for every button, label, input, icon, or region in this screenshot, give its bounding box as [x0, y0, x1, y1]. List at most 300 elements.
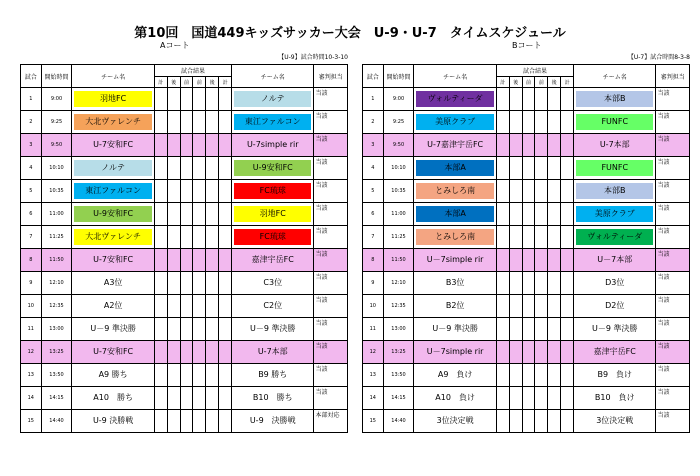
away-team-cell	[232, 111, 314, 134]
away-team-cell	[574, 364, 656, 387]
match-no: 13	[21, 364, 42, 387]
match-no: 7	[363, 226, 384, 249]
score-cell	[167, 180, 180, 203]
score-cell	[167, 272, 180, 295]
score-cell	[561, 134, 574, 157]
score-cell	[561, 318, 574, 341]
referee: 当該	[656, 203, 690, 226]
start-time: 10:35	[383, 180, 414, 203]
match-no: 11	[21, 318, 42, 341]
score-cell	[509, 364, 522, 387]
score-cell	[496, 364, 509, 387]
score-cell	[193, 387, 206, 410]
score-cell	[206, 318, 219, 341]
start-time: 13:25	[41, 341, 72, 364]
away-team-cell	[232, 364, 314, 387]
away-team-cell	[574, 157, 656, 180]
start-time: 13:00	[383, 318, 414, 341]
score-cell	[496, 180, 509, 203]
away-team-cell	[574, 410, 656, 433]
start-time: 14:15	[383, 387, 414, 410]
score-cell	[219, 364, 232, 387]
match-row	[363, 111, 690, 134]
away-team: FC琉球	[234, 183, 311, 199]
away-team: 東江ファルコン	[234, 114, 311, 130]
match-row	[21, 180, 348, 203]
score-cell	[193, 226, 206, 249]
home-team-cell	[414, 226, 496, 249]
match-row	[21, 203, 348, 226]
start-time: 11:50	[41, 249, 72, 272]
score-cell	[548, 203, 561, 226]
score-cell	[193, 341, 206, 364]
header-start-time: 開始時間	[41, 65, 72, 88]
court-b-label: Bコート	[512, 41, 542, 50]
home-team: U－9 準決勝	[432, 324, 478, 333]
match-no: 10	[363, 295, 384, 318]
away-team: U-7本部	[599, 140, 630, 149]
score-cell	[154, 157, 167, 180]
score-cell	[561, 226, 574, 249]
header-score-5: 計	[219, 77, 232, 88]
score-cell	[535, 387, 548, 410]
home-team-cell	[72, 203, 154, 226]
home-team-cell	[414, 341, 496, 364]
header-score-0: 計	[496, 77, 509, 88]
home-team: U－7simple rir	[426, 347, 484, 356]
match-no: 1	[21, 88, 42, 111]
header-score-4: 後	[206, 77, 219, 88]
score-cell	[548, 272, 561, 295]
home-team: 東江ファルコン	[74, 183, 151, 199]
home-team: U－9 準決勝	[90, 324, 136, 333]
home-team: A9 負け	[437, 370, 473, 379]
start-time: 9:50	[41, 134, 72, 157]
match-row	[363, 226, 690, 249]
home-team: 大北ヴァレンチ	[74, 114, 151, 130]
away-team-cell	[232, 387, 314, 410]
score-cell	[154, 272, 167, 295]
score-cell	[522, 111, 535, 134]
start-time: 12:10	[383, 272, 414, 295]
score-cell	[193, 249, 206, 272]
score-cell	[509, 410, 522, 433]
score-cell	[180, 387, 193, 410]
match-row	[363, 88, 690, 111]
away-team-cell	[574, 88, 656, 111]
referee: 当該	[656, 318, 690, 341]
home-team-cell	[72, 180, 154, 203]
score-cell	[219, 410, 232, 433]
referee: 当該	[314, 88, 348, 111]
header-score-5: 計	[561, 77, 574, 88]
match-row	[363, 272, 690, 295]
home-team: U－7simple rir	[426, 255, 484, 264]
score-cell	[548, 226, 561, 249]
score-cell	[219, 88, 232, 111]
score-cell	[548, 111, 561, 134]
score-cell	[548, 318, 561, 341]
match-row	[21, 249, 348, 272]
home-team: とみしろ南	[416, 229, 493, 245]
match-row	[21, 272, 348, 295]
away-team: C3位	[263, 278, 283, 287]
home-team-cell	[72, 295, 154, 318]
score-cell	[535, 318, 548, 341]
score-cell	[496, 134, 509, 157]
header-score-1: 後	[509, 77, 522, 88]
header-score-1: 後	[167, 77, 180, 88]
score-cell	[496, 295, 509, 318]
score-cell	[193, 88, 206, 111]
score-cell	[193, 410, 206, 433]
referee: 当該	[656, 387, 690, 410]
score-cell	[206, 111, 219, 134]
start-time: 12:10	[41, 272, 72, 295]
score-cell	[193, 272, 206, 295]
score-cell	[154, 341, 167, 364]
header-score-3: 前	[193, 77, 206, 88]
away-team: 本部B	[576, 91, 653, 107]
away-team: FUNFC	[576, 114, 653, 130]
home-team: U-7安和FC	[93, 347, 134, 356]
away-team-cell	[574, 226, 656, 249]
match-row	[21, 88, 348, 111]
referee: 当該	[314, 180, 348, 203]
match-no: 2	[363, 111, 384, 134]
home-team: 3位決定戦	[436, 416, 474, 425]
match-row	[363, 341, 690, 364]
home-team-cell	[414, 88, 496, 111]
home-team-cell	[414, 203, 496, 226]
referee: 本部対応	[314, 410, 348, 433]
score-cell	[548, 364, 561, 387]
home-team-cell	[72, 410, 154, 433]
score-cell	[496, 341, 509, 364]
start-time: 11:25	[41, 226, 72, 249]
score-cell	[219, 341, 232, 364]
match-no: 6	[21, 203, 42, 226]
header-row	[363, 65, 690, 77]
home-team: A9 勝ち	[98, 370, 128, 379]
home-team: U-9安和FC	[74, 206, 151, 222]
score-cell	[548, 180, 561, 203]
score-cell	[496, 318, 509, 341]
header-referee: 審判担当	[314, 65, 348, 88]
home-team: ヴォルティーダ	[416, 91, 493, 107]
home-team: B3位	[445, 278, 465, 287]
start-time: 14:40	[383, 410, 414, 433]
header-team-home: チーム名	[72, 65, 154, 88]
referee: 当該	[656, 295, 690, 318]
start-time: 14:40	[41, 410, 72, 433]
score-cell	[535, 226, 548, 249]
score-cell	[535, 88, 548, 111]
home-team: A10 勝ち	[93, 393, 133, 402]
match-row	[21, 387, 348, 410]
court-a-label: Aコート	[160, 41, 190, 50]
start-time: 13:00	[41, 318, 72, 341]
score-cell	[522, 249, 535, 272]
score-cell	[167, 410, 180, 433]
match-row	[21, 364, 348, 387]
score-cell	[219, 272, 232, 295]
away-team-cell	[574, 134, 656, 157]
start-time: 9:25	[383, 111, 414, 134]
away-team: B10 勝ち	[252, 393, 293, 402]
away-team: U-9安和FC	[234, 160, 311, 176]
start-time: 14:15	[41, 387, 72, 410]
home-team-cell	[72, 134, 154, 157]
score-cell	[561, 180, 574, 203]
start-time: 11:00	[383, 203, 414, 226]
court-b-schedule-table	[362, 64, 690, 433]
referee: 当該	[656, 111, 690, 134]
match-no: 5	[363, 180, 384, 203]
score-cell	[193, 364, 206, 387]
match-no: 8	[21, 249, 42, 272]
score-cell	[522, 226, 535, 249]
match-no: 4	[21, 157, 42, 180]
score-cell	[522, 364, 535, 387]
score-cell	[167, 341, 180, 364]
header-score-2: 前	[522, 77, 535, 88]
score-cell	[561, 249, 574, 272]
score-cell	[561, 88, 574, 111]
away-team: FC琉球	[234, 229, 311, 245]
score-cell	[522, 341, 535, 364]
away-team: 本部B	[576, 183, 653, 199]
score-cell	[561, 341, 574, 364]
score-cell	[180, 226, 193, 249]
score-cell	[548, 88, 561, 111]
away-team-cell	[574, 318, 656, 341]
score-cell	[154, 88, 167, 111]
match-no: 2	[21, 111, 42, 134]
score-cell	[509, 341, 522, 364]
header-match-no: 試合	[21, 65, 42, 88]
score-cell	[509, 387, 522, 410]
start-time: 11:00	[41, 203, 72, 226]
away-team-cell	[232, 203, 314, 226]
score-cell	[167, 88, 180, 111]
score-cell	[167, 203, 180, 226]
home-team-cell	[72, 272, 154, 295]
match-row	[21, 295, 348, 318]
away-team: ヴォルティーダ	[576, 229, 653, 245]
match-no: 15	[21, 410, 42, 433]
start-time: 10:35	[41, 180, 72, 203]
score-cell	[219, 295, 232, 318]
home-team: A10 負け	[435, 393, 475, 402]
score-cell	[167, 157, 180, 180]
score-cell	[509, 295, 522, 318]
score-cell	[509, 272, 522, 295]
score-cell	[522, 203, 535, 226]
match-no: 3	[21, 134, 42, 157]
score-cell	[206, 272, 219, 295]
away-team: C2位	[263, 301, 283, 310]
away-team: U-9 決勝戦	[249, 416, 296, 425]
referee: 当該	[314, 341, 348, 364]
score-cell	[548, 410, 561, 433]
score-cell	[180, 364, 193, 387]
score-cell	[180, 249, 193, 272]
score-cell	[522, 272, 535, 295]
score-cell	[193, 180, 206, 203]
match-row	[21, 111, 348, 134]
score-cell	[206, 410, 219, 433]
home-team-cell	[72, 249, 154, 272]
match-row	[363, 318, 690, 341]
referee: 当該	[314, 272, 348, 295]
match-no: 7	[21, 226, 42, 249]
court-a-schedule-table	[20, 64, 348, 433]
score-cell	[206, 387, 219, 410]
score-cell	[219, 111, 232, 134]
header-score-0: 計	[154, 77, 167, 88]
header-result: 試合結果	[496, 65, 573, 77]
home-team: ノルテ	[74, 160, 151, 176]
match-row	[363, 295, 690, 318]
header-start-time: 開始時間	[383, 65, 414, 88]
away-team: FUNFC	[576, 160, 653, 176]
score-cell	[535, 203, 548, 226]
match-row	[21, 134, 348, 157]
home-team-cell	[414, 157, 496, 180]
score-cell	[206, 88, 219, 111]
score-cell	[180, 272, 193, 295]
score-cell	[180, 180, 193, 203]
score-cell	[548, 157, 561, 180]
match-row	[363, 157, 690, 180]
home-team-cell	[72, 111, 154, 134]
referee: 当該	[656, 341, 690, 364]
away-team-cell	[574, 387, 656, 410]
match-no: 3	[363, 134, 384, 157]
score-cell	[509, 249, 522, 272]
away-team: U-7本部	[257, 347, 288, 356]
home-team-cell	[414, 249, 496, 272]
score-cell	[535, 364, 548, 387]
match-row	[363, 410, 690, 433]
match-no: 14	[363, 387, 384, 410]
score-cell	[496, 226, 509, 249]
match-row	[363, 134, 690, 157]
away-team: B9 負け	[597, 370, 633, 379]
match-row	[21, 410, 348, 433]
match-no: 6	[363, 203, 384, 226]
score-cell	[509, 88, 522, 111]
home-team-cell	[72, 341, 154, 364]
match-no: 5	[21, 180, 42, 203]
home-team: とみしろ南	[416, 183, 493, 199]
away-team: 美原クラブ	[576, 206, 653, 222]
start-time: 12:35	[383, 295, 414, 318]
score-cell	[193, 203, 206, 226]
score-cell	[522, 318, 535, 341]
score-cell	[548, 295, 561, 318]
score-cell	[154, 249, 167, 272]
away-team-cell	[232, 134, 314, 157]
away-team-cell	[574, 203, 656, 226]
away-team: 嘉津宇岳FC	[251, 255, 294, 264]
score-cell	[154, 134, 167, 157]
home-team: A2位	[103, 301, 123, 310]
score-cell	[509, 157, 522, 180]
referee: 当該	[314, 226, 348, 249]
away-team-cell	[232, 226, 314, 249]
score-cell	[180, 157, 193, 180]
score-cell	[561, 387, 574, 410]
home-team-cell	[414, 295, 496, 318]
court-a-match-time-note: 【U-9】試合時間10-3-10	[278, 54, 348, 61]
away-team: U－9 準決勝	[250, 324, 296, 333]
score-cell	[535, 295, 548, 318]
score-cell	[180, 88, 193, 111]
score-cell	[206, 364, 219, 387]
court-b-match-time-note: 【U-7】試合時間8-3-8	[627, 54, 690, 61]
score-cell	[180, 318, 193, 341]
score-cell	[219, 157, 232, 180]
referee: 当該	[656, 249, 690, 272]
match-row	[21, 226, 348, 249]
away-team-cell	[232, 318, 314, 341]
score-cell	[496, 203, 509, 226]
match-row	[363, 203, 690, 226]
home-team-cell	[414, 111, 496, 134]
score-cell	[206, 341, 219, 364]
start-time: 10:10	[383, 157, 414, 180]
match-no: 9	[21, 272, 42, 295]
score-cell	[548, 387, 561, 410]
away-team: B9 勝ち	[258, 370, 288, 379]
score-cell	[522, 295, 535, 318]
start-time: 9:00	[383, 88, 414, 111]
score-cell	[167, 318, 180, 341]
header-referee: 審判担当	[656, 65, 690, 88]
score-cell	[154, 318, 167, 341]
score-cell	[180, 111, 193, 134]
score-cell	[219, 203, 232, 226]
score-cell	[509, 318, 522, 341]
score-cell	[496, 111, 509, 134]
score-cell	[496, 272, 509, 295]
home-team: U-9 決勝戦	[92, 416, 134, 425]
home-team: A3位	[103, 278, 123, 287]
home-team-cell	[72, 226, 154, 249]
header-result: 試合結果	[154, 65, 231, 77]
score-cell	[522, 387, 535, 410]
away-team-cell	[232, 410, 314, 433]
away-team-cell	[574, 341, 656, 364]
referee: 当該	[656, 134, 690, 157]
home-team: U-7嘉津宇岳FC	[427, 140, 484, 149]
score-cell	[167, 134, 180, 157]
home-team: 美原クラブ	[416, 114, 493, 130]
score-cell	[509, 226, 522, 249]
home-team-cell	[414, 410, 496, 433]
score-cell	[522, 88, 535, 111]
start-time: 10:10	[41, 157, 72, 180]
match-row	[21, 157, 348, 180]
away-team-cell	[574, 272, 656, 295]
away-team: 3位決定戦	[596, 416, 634, 425]
score-cell	[167, 295, 180, 318]
header-team-away: チーム名	[574, 65, 656, 88]
score-cell	[548, 341, 561, 364]
score-cell	[219, 318, 232, 341]
